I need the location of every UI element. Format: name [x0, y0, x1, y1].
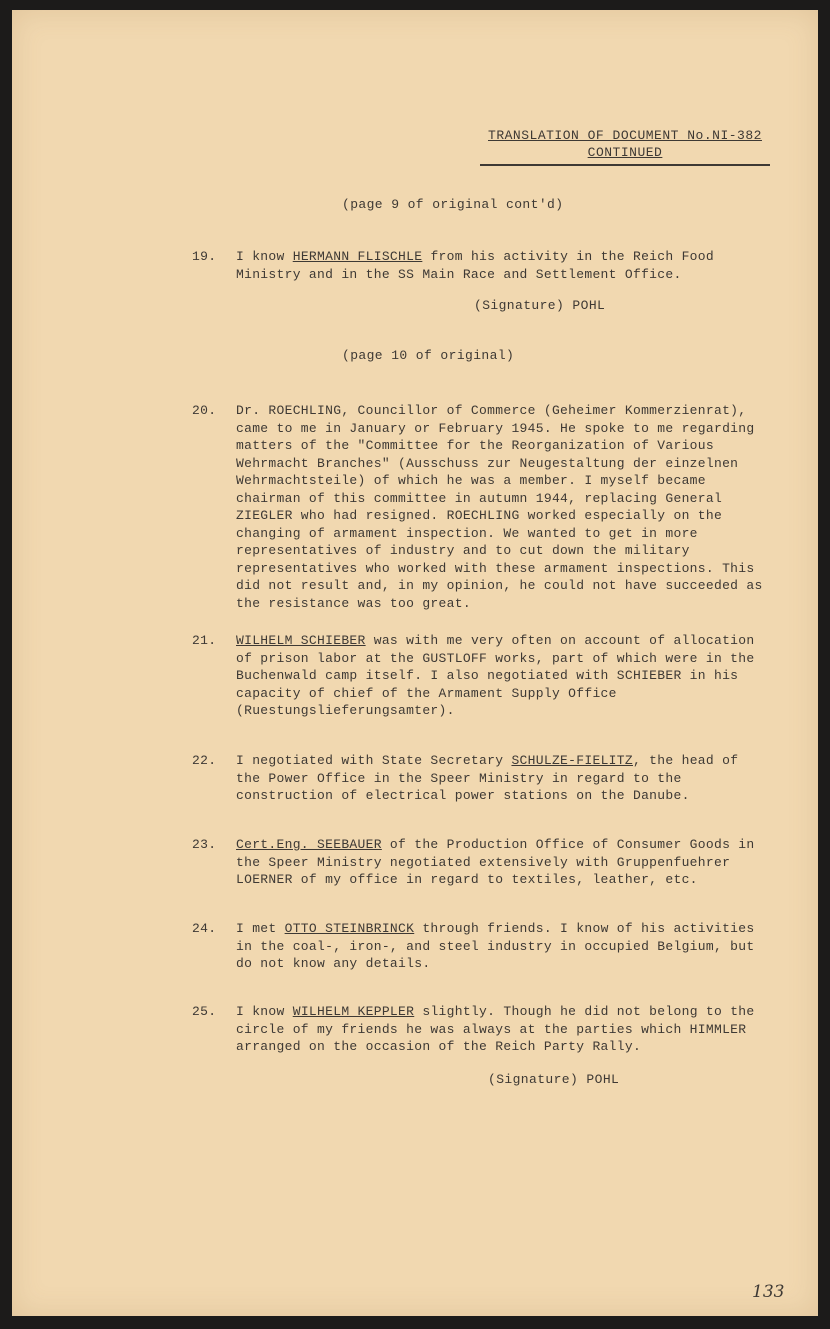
paragraph-text	[236, 1003, 768, 1056]
paragraph-22	[192, 752, 768, 805]
text-segment: through friends. I know of his activities in the coal-, iron-, and steel industry in occupied Belgium, but do not know any details.	[236, 921, 755, 971]
paragraph-19	[192, 248, 768, 283]
document-header	[480, 128, 770, 166]
text-segment: , the head of the Power Office in the Speer Ministry in regard to the construction of electrical power stations on the Danube.	[236, 753, 739, 803]
person-name: OTTO STEINBRINCK	[284, 921, 415, 936]
text-segment: I know	[236, 1004, 293, 1019]
text-segment: was with me very often on account of allocation of prison labor at the GUSTLOFF works, part of which were in the Buchenwald camp itself. I also negotiated with SCHIEBER in his capacity of chief of the Armament Supply Office (Ruestungslieferungsamter).	[236, 633, 755, 718]
paragraph-25	[192, 1003, 768, 1056]
paragraph-number: 20.	[192, 403, 217, 418]
text-segment: I met	[236, 921, 285, 936]
paragraph-text: Dr. ROECHLING, Councillor of Commerce (Geheimer Kommerzienrat), came to me in January or February 1945. He spoke to me regarding matters of the "Committee for the Reorganization of Various Wehrmacht Branches" (Ausschuss zur Neugestaltung der einzelnen Wehrmachtsteile) of which he was a member. I myself became chairman of this committee in autumn 1944, replacing General ZIEGLER who had resigned. ROECHLING worked especially on the changing of armament inspection. We wanted to get in more representatives of industry and to cut down the military representatives who worked with these armament inspections. This did not result and, in my opinion, he could not have succeeded as the resistance was too great.	[236, 403, 763, 611]
person-name: WILHELM SCHIEBER	[236, 633, 366, 648]
paragraph-text	[236, 836, 768, 889]
person-name: HERMANN FLISCHLE	[292, 249, 423, 264]
paragraph-number: 19.	[192, 249, 217, 264]
paragraph-21	[192, 632, 768, 720]
page-note-9: (page 9 of original cont'd)	[342, 197, 564, 212]
paragraph-number: 22.	[192, 753, 217, 768]
paragraph-text	[236, 632, 768, 720]
header-rule	[480, 164, 770, 166]
person-name: SCHULZE-FIELITZ	[511, 753, 633, 768]
text-segment: I know	[236, 249, 293, 264]
person-name: Cert.Eng. SEEBAUER	[236, 837, 382, 852]
text-segment: of the Production Office of Consumer Goods in the Speer Ministry negotiated extensively with Gruppenfuehrer LOERNER of my office in regard to textiles, leather, etc.	[236, 837, 755, 887]
header-title: TRANSLATION OF DOCUMENT No.NI-382	[488, 128, 762, 143]
paragraph-number: 23.	[192, 837, 217, 852]
paragraph-number: 24.	[192, 921, 217, 936]
handwritten-page-number: 133	[752, 1282, 785, 1302]
text-segment: I negotiated with State Secretary	[236, 753, 512, 768]
person-name: WILHELM KEPPLER	[292, 1004, 415, 1019]
signature-2: (Signature) POHL	[488, 1072, 620, 1087]
paragraph-23	[192, 836, 768, 889]
text-segment: from his activity in the Reich Food Ministry and in the SS Main Race and Settlement Office.	[236, 249, 714, 282]
signature-1: (Signature) POHL	[474, 298, 606, 313]
paragraph-number: 21.	[192, 633, 217, 648]
paragraph-text	[236, 752, 768, 805]
header-subtitle: CONTINUED	[587, 145, 663, 160]
paragraph-24	[192, 920, 768, 973]
paragraph-text	[236, 920, 768, 973]
paragraph-text	[236, 248, 768, 283]
paragraph-20	[192, 402, 768, 612]
text-segment: slightly. Though he did not belong to the circle of my friends he was always at the parties which HIMMLER arranged on the occasion of the Reich Party Rally.	[236, 1004, 755, 1054]
page-note-10: (page 10 of original)	[342, 348, 515, 363]
paragraph-number: 25.	[192, 1004, 217, 1019]
document-page	[12, 10, 818, 1316]
